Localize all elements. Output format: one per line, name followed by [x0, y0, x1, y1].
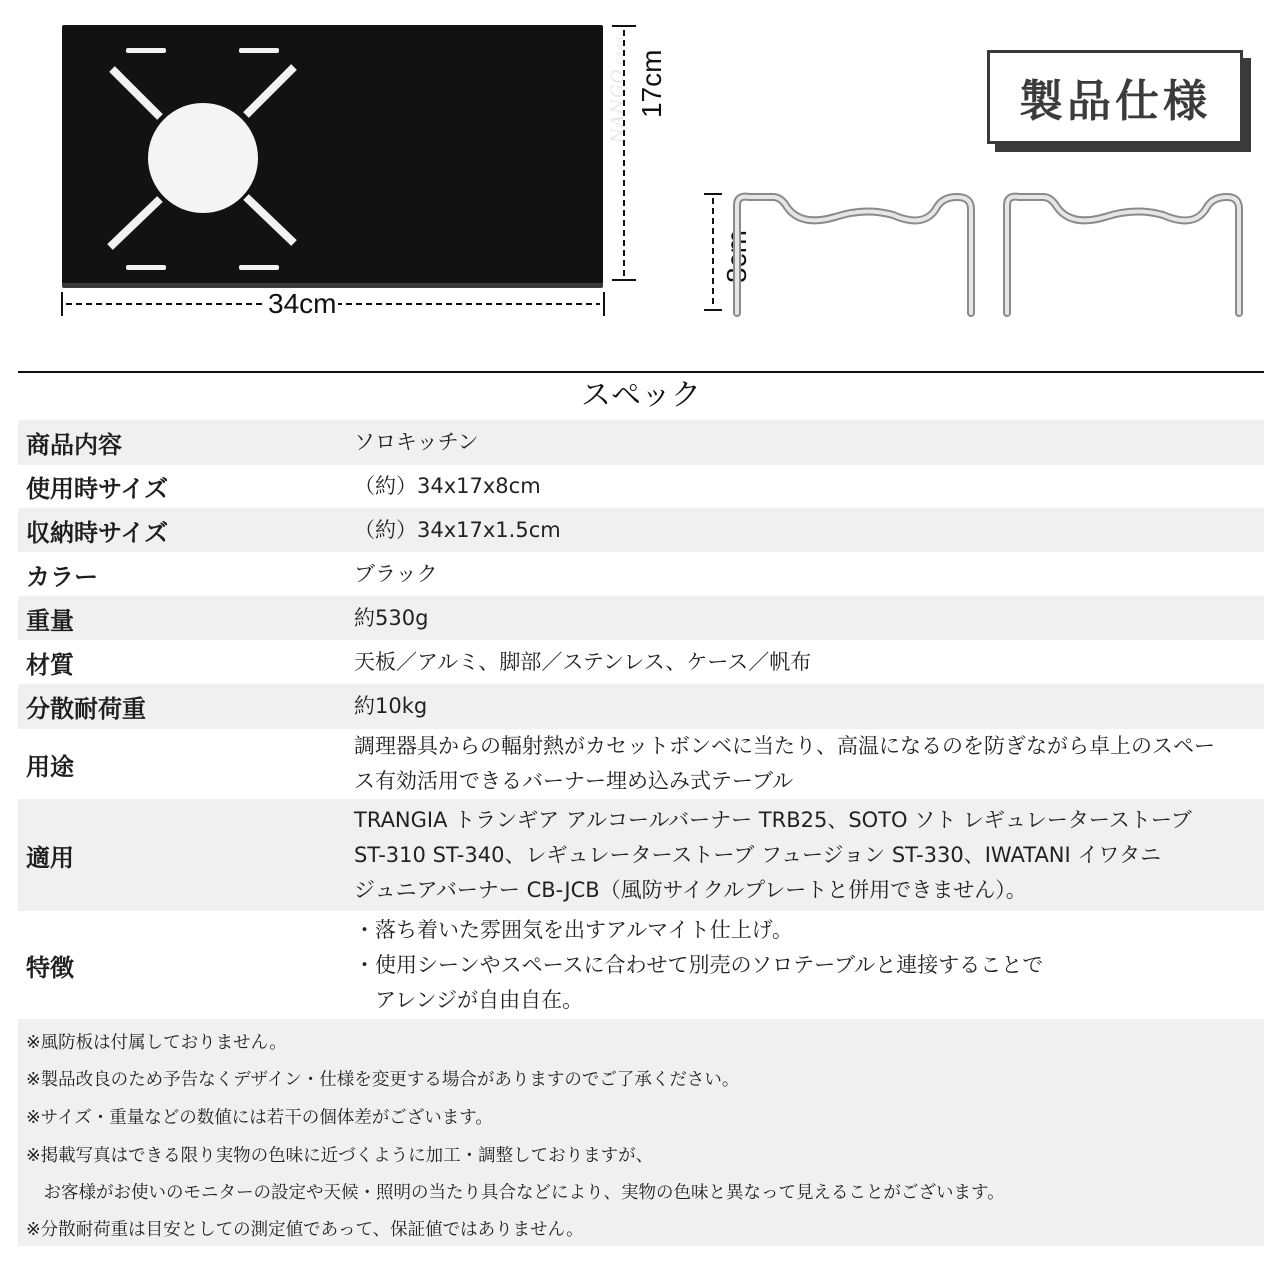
spec-label: カラー — [18, 552, 340, 596]
spec-value — [340, 799, 1264, 911]
spec-value-line: TRANGIA トランギア アルコールバーナー TRB25、SOTO ソト レギュレーターストーブ — [354, 807, 1192, 832]
spec-row — [18, 420, 1264, 465]
spec-value-line: ST-310 ST-340、レギュレーターストーブ フュージョン ST-330、IWATANI イワタニ — [354, 842, 1162, 867]
spec-value-line: 約10kg — [354, 694, 428, 718]
spec-value — [340, 508, 1264, 552]
spec-value — [340, 552, 1264, 596]
spec-value-line: ブラック — [354, 561, 438, 586]
note-line: ※掲載写真はできる限り実物の色味に近づくように加工・調整しておりますが、 — [26, 1146, 654, 1166]
product-spec-stamp: 製品仕様 — [987, 50, 1243, 144]
spec-table — [18, 420, 1264, 1019]
spec-value — [340, 729, 1264, 799]
leg-right — [1007, 197, 1239, 313]
spec-value — [340, 465, 1264, 508]
note-line: ※分散耐荷重は目安としての測定値であって、保証値ではありません。 — [26, 1220, 584, 1240]
spec-label: 分散耐荷重 — [18, 684, 340, 729]
spec-value — [340, 420, 1264, 465]
width-dimension-label: 34cm — [268, 288, 337, 319]
spec-row — [18, 799, 1264, 911]
spec-label: 特徴 — [18, 911, 340, 1019]
brand-logo: NANGOGEAR — [608, 35, 628, 143]
spec-divider — [18, 371, 1264, 373]
spec-label: 適用 — [18, 799, 340, 911]
spec-value-line: （約）34x17x8cm — [354, 474, 541, 498]
spec-row — [18, 640, 1264, 684]
spec-value-line: ・落ち着いた雰囲気を出すアルマイト仕上げ。 — [354, 917, 793, 942]
leg-left — [737, 197, 971, 313]
spec-title: スペック — [581, 378, 701, 413]
spec-value-line: 調理器具からの輻射熱がカセットボンベに当たり、高温になるのを防ぎながら卓上のスペー — [354, 734, 1215, 758]
spec-value-line: ソロキッチン — [354, 430, 479, 454]
spec-row — [18, 465, 1264, 508]
leg-height-dimension-label: 8cm — [721, 230, 752, 283]
spec-value-line: 天板／アルミ、脚部／ステンレス、ケース／帆布 — [354, 649, 812, 674]
stainless-legs-image — [721, 185, 1255, 325]
spec-row — [18, 552, 1264, 596]
spec-value-line: ・使用シーンやスペースに合わせて別売のソロテーブルと連接することで — [354, 952, 1044, 977]
spec-value-line: （約）34x17x1.5cm — [354, 517, 561, 542]
spec-value — [340, 640, 1264, 684]
spec-value-line: 約530g — [354, 605, 429, 630]
spec-value-line: ス有効活用できるバーナー埋め込み式テーブル — [354, 769, 794, 793]
spec-value-line: アレンジが自由自在。 — [354, 987, 584, 1012]
spec-row — [18, 684, 1264, 729]
note-line: ※製品改良のため予告なくデザイン・仕様を変更する場合がありますのでご了承ください。 — [26, 1070, 740, 1090]
spec-label: 重量 — [18, 596, 340, 640]
note-line: ※風防板は付属しておりません。 — [26, 1033, 287, 1053]
spec-value — [340, 911, 1264, 1019]
note-line: お客様がお使いのモニターの設定や天候・照明の当たり具合などにより、実物の色味と異なって見えることがございます。 — [26, 1183, 1005, 1203]
spec-row — [18, 911, 1264, 1019]
spec-row — [18, 596, 1264, 640]
spec-label: 収納時サイズ — [18, 508, 340, 552]
height-dimension-label: 17cm — [636, 49, 667, 118]
note-line: ※サイズ・重量などの数値には若干の個体差がございます。 — [26, 1108, 493, 1128]
spec-label: 用途 — [18, 729, 340, 799]
spec-label: 商品内容 — [18, 420, 340, 465]
spec-row — [18, 729, 1264, 799]
spec-label: 使用時サイズ — [18, 465, 340, 508]
spec-value-line: ジュニアバーナー CB-JCB（風防サイクルプレートと併用できません）。 — [354, 877, 1027, 902]
spec-value — [340, 684, 1264, 729]
notes-panel — [18, 1019, 1264, 1246]
spec-row — [18, 508, 1264, 552]
spec-label: 材質 — [18, 640, 340, 684]
spec-value — [340, 596, 1264, 640]
